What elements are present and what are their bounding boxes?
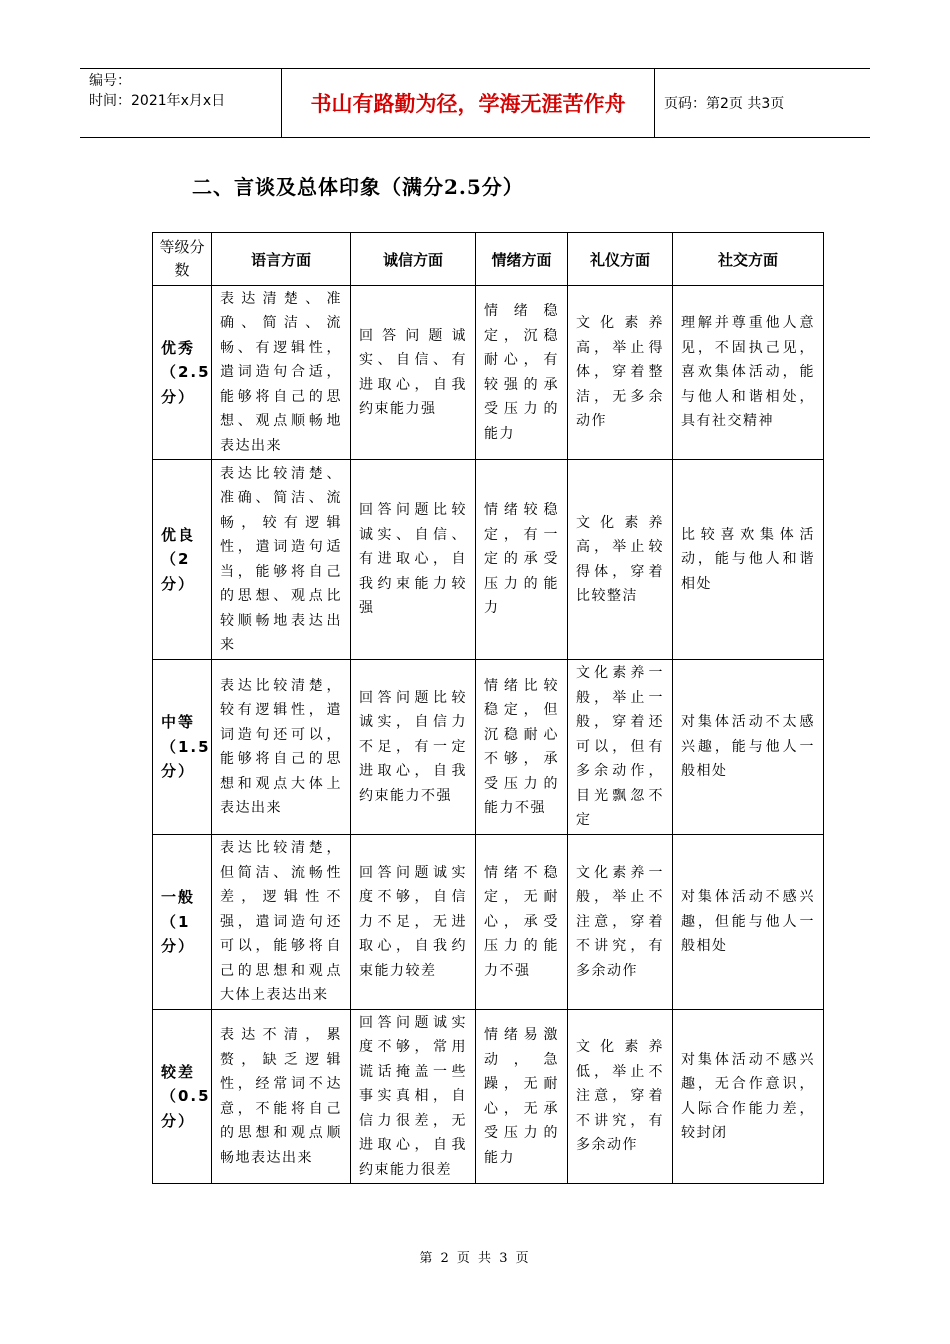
grade-cell: 较差（0.5分） (153, 1010, 212, 1184)
table-cell: 对集体活动不太感兴趣，能与他人一般相处 (673, 660, 824, 835)
table-cell: 情绪较稳定，有一定的承受压力的能力 (476, 460, 568, 660)
table-row (153, 1010, 824, 1184)
grade-cell: 一般（1分） (153, 835, 212, 1010)
section-title: 二、言谈及总体印象（满分2.5分） (192, 175, 524, 199)
table-row (153, 835, 824, 1010)
table-cell: 文化素养一般，举止一般，穿着还可以，但有多余动作，目光飘忽不定 (568, 660, 673, 835)
grade-cell: 优良（2分） (153, 460, 212, 660)
table-cell: 回答问题诚实度不够，自信力不足，无进取心，自我约束能力较差 (351, 835, 476, 1010)
column-header-social: 社交方面 (673, 233, 824, 286)
table-cell: 回答问题比较诚实，自信力不足，有一定进取心，自我约束能力不强 (351, 660, 476, 835)
document-number-label: 编号： (89, 73, 131, 89)
table-row (153, 460, 824, 660)
table-cell: 回答问题诚实、自信、有进取心，自我约束能力强 (351, 286, 476, 460)
column-header-etiquette: 礼仪方面 (568, 233, 673, 286)
header-page-label: 页码：第2页 共3页 (664, 96, 785, 112)
table-cell: 表达不清，累赘，缺乏逻辑性，经常词不达意，不能将自己的思想和观点顺畅地表达出来 (212, 1010, 351, 1184)
table-cell: 情绪易激动，急躁，无耐心，无承受压力的能力 (476, 1010, 568, 1184)
table-cell: 表达比较清楚，较有逻辑性，遣词造句还可以，能够将自己的思想和观点大体上表达出来 (212, 660, 351, 835)
column-header-emotion: 情绪方面 (476, 233, 568, 286)
table-row (153, 286, 824, 460)
table-cell: 文化素养低，举止不注意，穿着不讲究，有多余动作 (568, 1010, 673, 1184)
table-cell: 比较喜欢集体活动，能与他人和谐相处 (673, 460, 824, 660)
table-cell: 情绪不稳定，无耐心，承受压力的能力不强 (476, 835, 568, 1010)
header-motto: 书山有路勤为径，学海无涯苦作舟 (282, 69, 655, 137)
table-cell: 表达比较清楚、准确、简洁、流畅，较有逻辑性，遣词造句适当，能够将自己的思想、观点比较顺畅地表达出来 (212, 460, 351, 660)
table-cell: 情绪比较稳定，但沉稳耐心不够，承受压力的能力不强 (476, 660, 568, 835)
table-header-row (153, 233, 824, 286)
table-cell: 文化素养高，举止得体，穿着整洁，无多余动作 (568, 286, 673, 460)
grade-cell: 中等（1.5分） (153, 660, 212, 835)
table-cell: 表达比较清楚，但简洁、流畅性差，逻辑性不强，遣词造句还可以，能够将自己的思想和观点大体上表达出来 (212, 835, 351, 1010)
table-cell: 对集体活动不感兴趣，无合作意识，人际合作能力差，较封闭 (673, 1010, 824, 1184)
table-cell: 回答问题诚实度不够，常用谎话掩盖一些事实真相，自信力很差，无进取心，自我约束能力很差 (351, 1010, 476, 1184)
evaluation-table (152, 232, 824, 1184)
document-date-label: 时间：2021年x月x日 (89, 93, 226, 109)
table-cell: 理解并尊重他人意见，不固执己见，喜欢集体活动，能与他人和谐相处，具有社交精神 (673, 286, 824, 460)
column-header-language: 语言方面 (212, 233, 351, 286)
column-header-integrity: 诚信方面 (351, 233, 476, 286)
table-cell: 表达清楚、准确、简洁、流畅、有逻辑性，遣词造句合适，能够将自己的思想、观点顺畅地表达出来 (212, 286, 351, 460)
table-cell: 情绪稳定，沉稳耐心，有较强的承受压力的能力 (476, 286, 568, 460)
page-footer: 第 2 页 共 3 页 (419, 1251, 531, 1266)
table-cell: 文化素养高，举止较得体，穿着比较整洁 (568, 460, 673, 660)
grade-cell: 优秀（2.5分） (153, 286, 212, 460)
table-cell: 对集体活动不感兴趣，但能与他人一般相处 (673, 835, 824, 1010)
table-cell: 回答问题比较诚实、自信、有进取心，自我约束能力较强 (351, 460, 476, 660)
table-row (153, 660, 824, 835)
header-meta (80, 69, 282, 137)
page-header (80, 68, 870, 138)
column-header-grade: 等级分数 (153, 233, 212, 286)
table-cell: 文化素养一般，举止不注意，穿着不讲究，有多余动作 (568, 835, 673, 1010)
